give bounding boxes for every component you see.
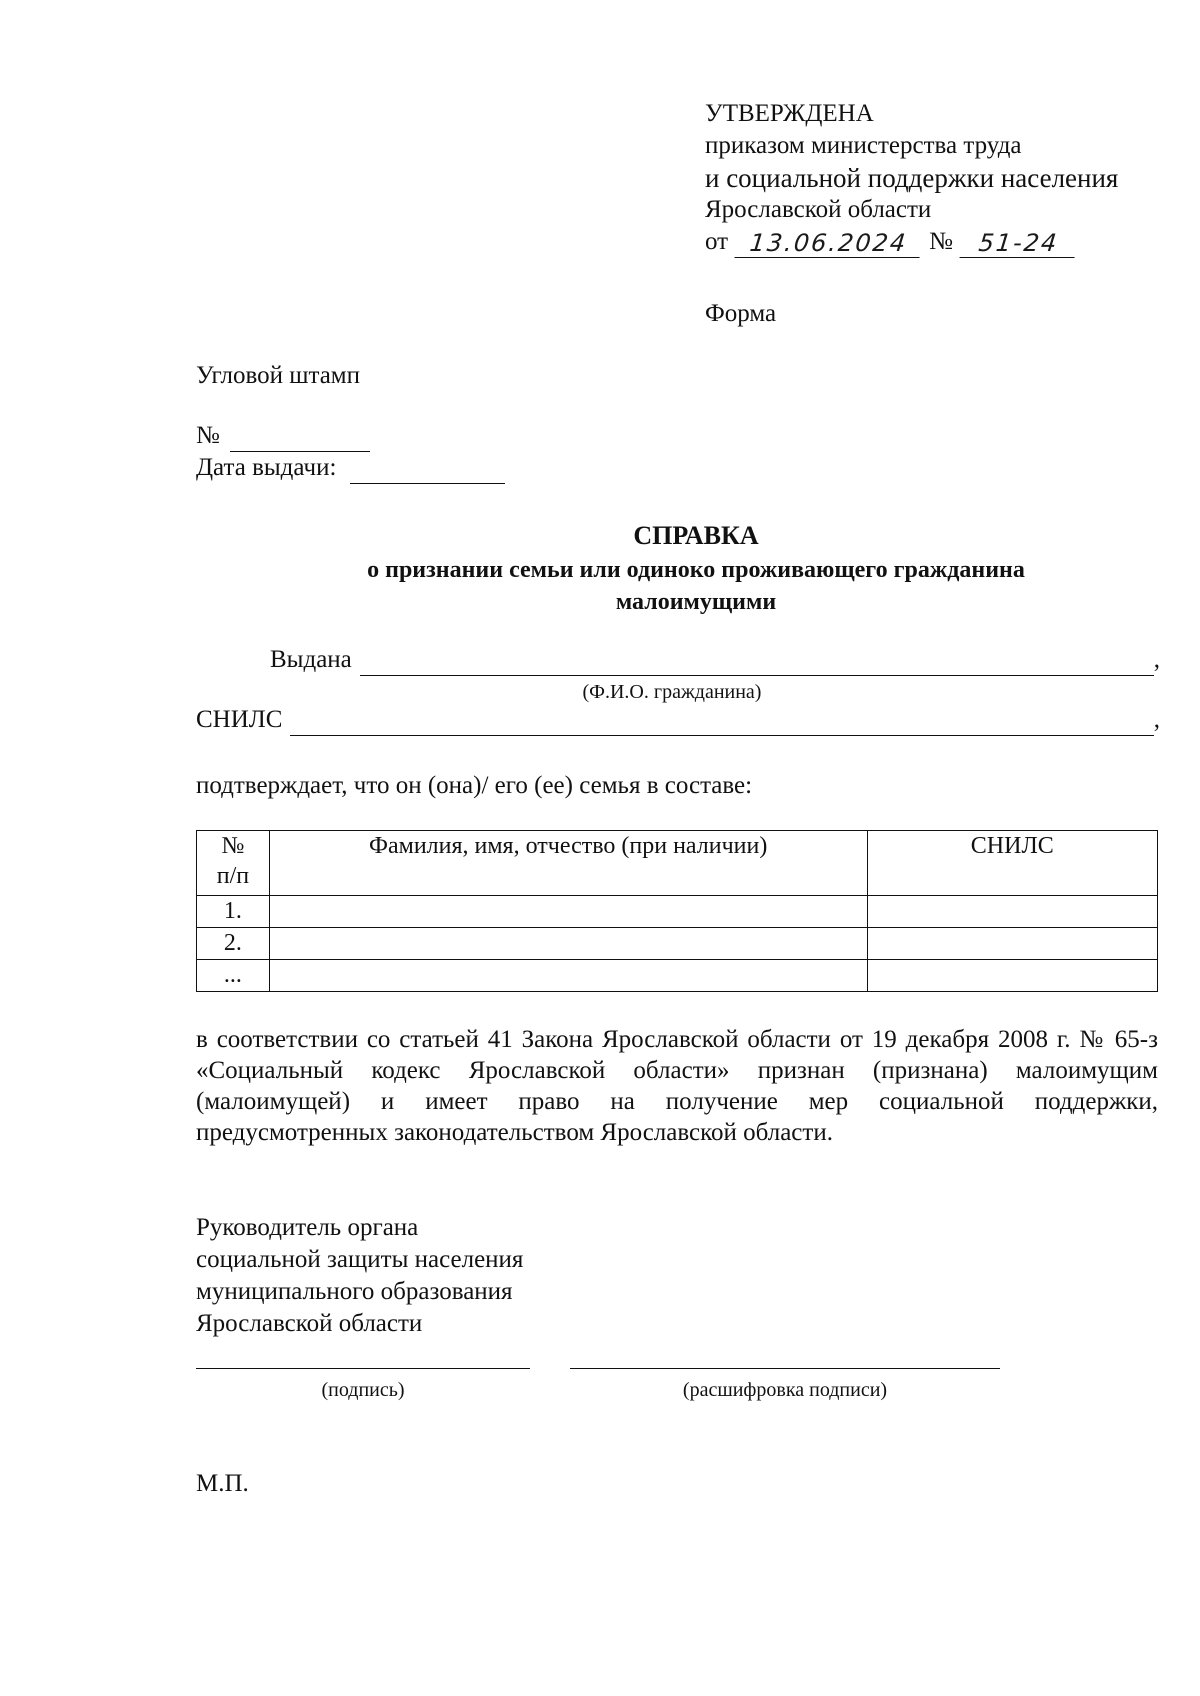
row-fio-cell[interactable] <box>269 896 867 928</box>
snils-row <box>196 704 1160 736</box>
fio-caption: (Ф.И.О. гражданина) <box>582 681 762 703</box>
approval-date-number-line <box>705 226 1118 258</box>
issued-to-comma: , <box>1153 646 1160 673</box>
document-title: СПРАВКА <box>633 521 759 550</box>
issue-date-line <box>196 452 505 484</box>
snils-field[interactable] <box>290 709 1153 736</box>
seal-label: М.П. <box>196 1470 249 1497</box>
approval-from-label: от <box>705 228 729 255</box>
corner-stamp-label: Угловой штамп <box>196 362 361 389</box>
form-label: Форма <box>705 300 777 327</box>
document-subtitle-line2: малоимущими <box>615 589 777 615</box>
approval-block <box>705 98 1118 258</box>
table-header-row <box>197 831 1158 896</box>
order-date-value: 13.06.2024 <box>735 229 923 258</box>
signature-decoding-field[interactable] <box>570 1366 1000 1369</box>
legal-basis-paragraph: в соответствии со статьей 41 Закона Ярославской области от 19 декабря 2008 г. № 65-з «Социальный кодекс Ярославской области» признан (признана) малоимущим (малоимущей) и имеет право на получение мер социальной поддержки, предусмотренных законодательством Ярославской области. <box>196 1026 1158 1146</box>
approval-number-sign: № <box>929 228 953 255</box>
approval-title: УТВЕРЖДЕНА <box>705 100 874 127</box>
certificate-number-line <box>196 420 370 452</box>
signature-field[interactable] <box>196 1366 530 1369</box>
issued-to-field[interactable] <box>360 649 1154 676</box>
signer-line2: социальной защиты населения <box>196 1246 524 1273</box>
signature-decoding-caption: (расшифровка подписи) <box>682 1379 888 1401</box>
signer-line3: муниципального образования <box>196 1278 513 1305</box>
order-number-value: 51-24 <box>959 229 1077 258</box>
issue-date-label: Дата выдачи: <box>196 454 337 481</box>
header-snils-cell: СНИЛС <box>867 831 1157 896</box>
header-number-cell: № п/п <box>197 831 270 896</box>
family-composition-table <box>196 830 1158 992</box>
table-row <box>197 928 1158 960</box>
snils-label: СНИЛС <box>196 706 283 733</box>
header-fio-cell: Фамилия, имя, отчество (при наличии) <box>269 831 867 896</box>
row-fio-cell[interactable] <box>269 928 867 960</box>
confirms-text: подтверждает, что он (она)/ его (ее) семья в составе: <box>196 772 753 799</box>
approval-order-line: приказом министерства труда <box>705 132 1022 159</box>
row-snils-cell[interactable] <box>867 960 1157 992</box>
approval-ministry-line: и социальной поддержки населения <box>705 163 1119 193</box>
row-number-cell: 1. <box>197 896 270 928</box>
row-snils-cell[interactable] <box>867 896 1157 928</box>
certificate-number-field[interactable] <box>230 427 370 452</box>
row-snils-cell[interactable] <box>867 928 1157 960</box>
table-row <box>197 896 1158 928</box>
approval-region-line: Ярославской области <box>705 196 932 223</box>
signer-line4: Ярославской области <box>196 1310 423 1337</box>
issued-to-row <box>270 644 1160 676</box>
issued-to-label: Выдана <box>270 646 352 673</box>
signature-caption: (подпись) <box>321 1379 405 1401</box>
signer-block <box>196 1212 523 1340</box>
signer-line1: Руководитель органа <box>196 1214 419 1241</box>
certificate-number-label: № <box>196 422 220 449</box>
issue-date-field[interactable] <box>350 459 505 484</box>
snils-comma: , <box>1153 706 1160 733</box>
row-fio-cell[interactable] <box>269 960 867 992</box>
row-number-cell: ... <box>197 960 270 992</box>
row-number-cell: 2. <box>197 928 270 960</box>
document-subtitle-line1: о признании семьи или одиноко проживающего гражданина <box>367 557 1025 583</box>
table-row <box>197 960 1158 992</box>
